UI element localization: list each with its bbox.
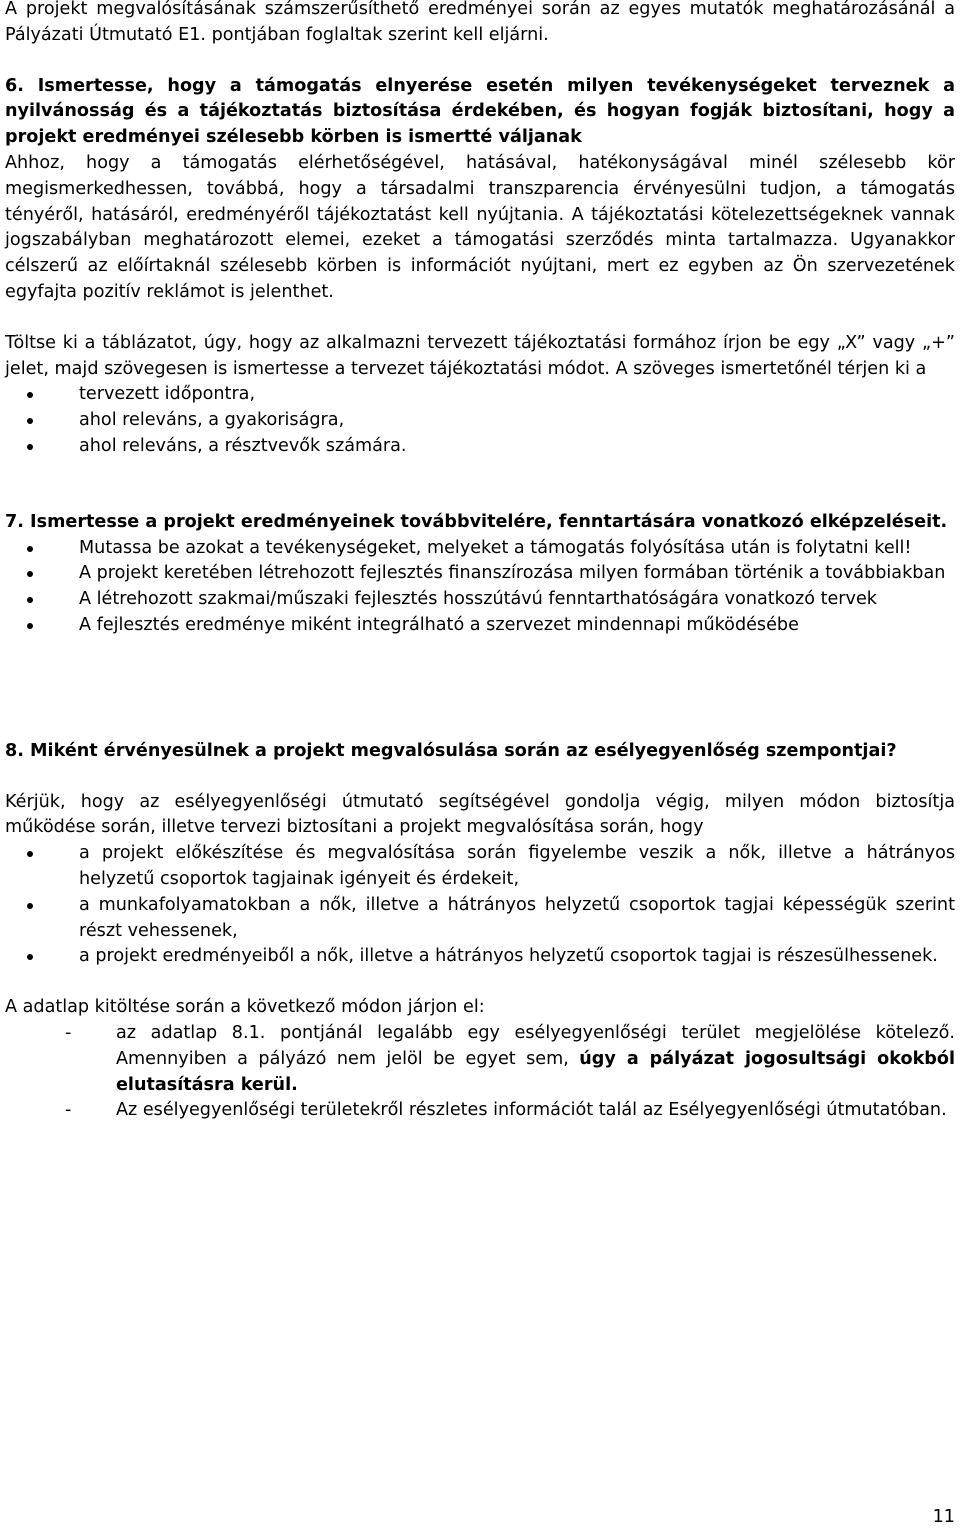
- section-8-paragraph: Kérjük, hogy az esélyegyenlőségi útmutató segítségével gondolja végig, milyen módon biztosítja működése során, illetve tervezi biztosítani a projekt megvalósítása során, hogy: [5, 791, 955, 838]
- dash-item-text: az adatlap 8.1. pontjánál legalább egy esélyegyenlőségi terület megjelölése kötelező. Amennyiben a pályázó nem jelöl be egyet sem,: [116, 1022, 955, 1069]
- section-7-bullet-list: [5, 536, 955, 639]
- list-item: [5, 1021, 955, 1098]
- section-7-heading: 7. Ismertesse a projekt eredményeinek továbbvitelére, fenntartására vonatkozó elképzeléseit.: [5, 511, 948, 532]
- list-item: tervezett időpontra,: [5, 382, 955, 408]
- list-item: A fejlesztés eredménye miként integrálható a szervezet mindennapi működésébe: [5, 613, 955, 639]
- list-item: a projekt eredményeiből a nők, illetve a hátrányos helyzetű csoportok tagjai is részesülhessenek.: [5, 944, 955, 970]
- list-item: a projekt előkészítése és megvalósítása során figyelembe veszik a nők, illetve a hátrányos helyzetű csoportok tagjainak igényeit és érdekeit,: [5, 841, 955, 893]
- list-item: ahol releváns, a gyakoriságra,: [5, 408, 955, 434]
- list-item: A projekt keretében létrehozott fejlesztés finanszírozása milyen formában történik a továbbiakban: [5, 561, 955, 587]
- rejection-warning: úgy a pályázat jogosultsági okokból elutasításra kerül.: [116, 1048, 955, 1095]
- page-number: 11: [932, 1507, 955, 1527]
- section-6-paragraph: Ahhoz, hogy a támogatás elérhetőségével, hatásával, hatékonyságával minél szélesebb kör megismerkedhessen, továbbá, hogy a társadalmi transzparencia érvényesülni tudjon, a támogatás tényéről, hatásáról, eredményéről tájékoztatást kell nyújtania. A tájékoztatási kötelezettségeknek vannak jogszabályban meghatározott elemei, ezeket a támogatási szerződés minta tartalmazza. Ugyanakkor célszerű az előírtaknál szélesebb körben is információt nyújtani, mert ez egyben az Ön szervezetének egyfajta pozitív reklámot is jelenthet.: [5, 152, 955, 302]
- section-6-heading: 6. Ismertesse, hogy a támogatás elnyerése esetén milyen tevékenységeket terveznek a nyilvánosság és a tájékoztatás biztosítása érdekében, és hogyan fogják biztosítani, hogy a projekt eredményei szélesebb körben is ismertté váljanak: [5, 75, 955, 148]
- section-8-bullet-list: [5, 841, 955, 970]
- list-item: ahol releváns, a résztvevők számára.: [5, 434, 955, 460]
- adatlap-dash-list: [5, 1021, 955, 1124]
- section-8-heading: 8. Miként érvényesülnek a projekt megvalósulása során az esélyegyenlőség szempontjai?: [5, 740, 897, 761]
- section-6-instruction: Töltse ki a táblázatot, úgy, hogy az alkalmazni tervezett tájékoztatási formához írjon be egy „X” vagy „+” jelet, majd szövegesen is ismertesse a tervezet tájékoztatási módot. A szöveges ismertetőnél térjen ki a: [5, 332, 955, 379]
- intro-paragraph: A projekt megvalósításának számszerűsíthető eredményei során az egyes mutatók meghatározásánál a Pályázati Útmutató E1. pontjában foglaltak szerint kell eljárni.: [5, 0, 955, 45]
- section-6-bullet-list: [5, 382, 955, 459]
- document-page: [5, 0, 955, 1124]
- list-item: - Az esélyegyenlőségi területekről részletes információt talál az Esélyegyenlőségi útmutatóban.: [5, 1098, 955, 1124]
- adatlap-intro: A adatlap kitöltése során a következő módon járjon el:: [5, 997, 485, 1018]
- list-item: A létrehozott szakmai/műszaki fejlesztés hosszútávú fenntarthatóságára vonatkozó tervek: [5, 587, 955, 613]
- list-item: a munkafolyamatokban a nők, illetve a hátrányos helyzetű csoportok tagjai képességük szerint részt vehessenek,: [5, 893, 955, 945]
- list-item: Mutassa be azokat a tevékenységeket, melyeket a támogatás folyósítása után is folytatni kell!: [5, 536, 955, 562]
